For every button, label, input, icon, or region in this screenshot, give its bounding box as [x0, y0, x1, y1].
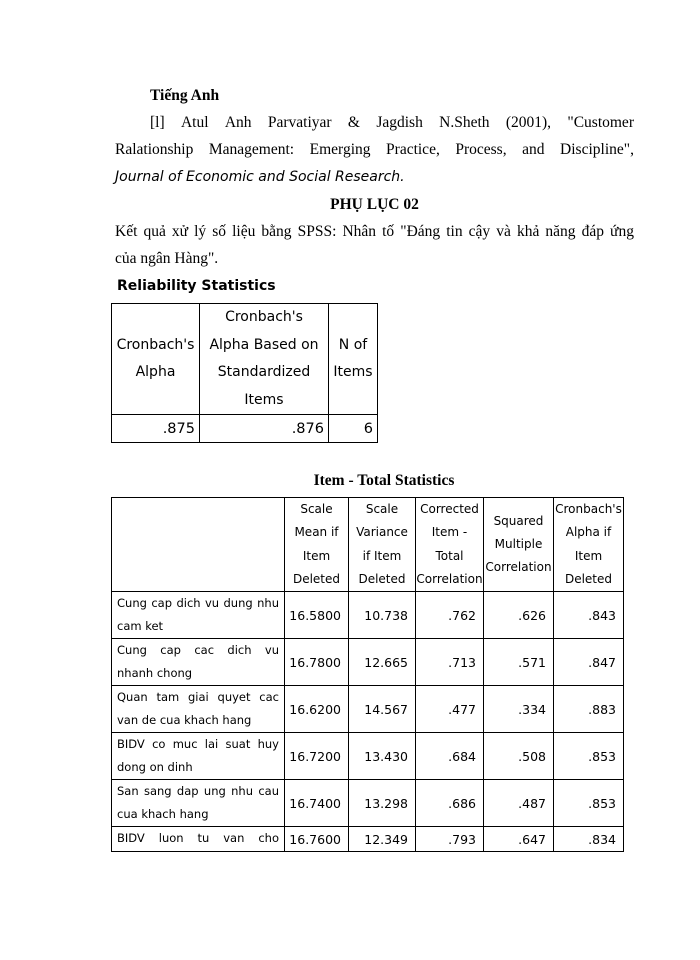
- reference-journal: Journal of Economic and Social Research.: [115, 169, 405, 185]
- word: Ralationship: [115, 141, 194, 158]
- word: Nhân: [342, 223, 377, 240]
- header-line: Squared: [493, 513, 544, 528]
- row-value: 10.738: [349, 592, 416, 639]
- appendix-title: PHỤ LỤC 02: [330, 196, 419, 213]
- reliability-header-std-alpha: [200, 304, 329, 415]
- row-value: .843: [554, 592, 624, 639]
- item-total-table: [111, 497, 624, 852]
- row-value: .626: [484, 592, 554, 639]
- header-line: Alpha: [135, 364, 176, 380]
- word: Anh: [224, 114, 252, 131]
- word: [l]: [150, 114, 165, 131]
- row-label: Cung cap cac dich vu nhanh chong: [112, 639, 285, 686]
- word: và: [496, 223, 511, 240]
- header-line: Correlation: [416, 571, 483, 586]
- header-line: Items: [333, 364, 373, 380]
- item-total-header-row: [112, 498, 624, 592]
- row-value: 13.298: [349, 780, 416, 827]
- word: tố: [382, 223, 395, 240]
- row-value: .477: [416, 686, 484, 733]
- header-line: if Item: [362, 548, 402, 563]
- item-total-header-blank: [112, 498, 285, 592]
- header-line: Deleted: [564, 571, 613, 586]
- header-line: Cronbach's: [116, 336, 195, 353]
- row-value: 16.7600: [285, 827, 349, 852]
- reliability-value-row: [112, 415, 378, 443]
- word: Kết: [115, 223, 138, 240]
- item-total-header-alpha-deleted: [554, 498, 624, 592]
- row-value: .793: [416, 827, 484, 852]
- word: tin: [446, 223, 463, 240]
- header-line: Item: [574, 548, 603, 563]
- row-label: San sang dap ung nhu cau cua khach hang: [112, 780, 285, 827]
- word: Emerging: [309, 141, 371, 158]
- row-value: 16.7200: [285, 733, 349, 780]
- header-line: Standardized: [217, 364, 311, 380]
- word: Practice,: [386, 141, 440, 158]
- reliability-title: Reliability Statistics: [117, 278, 276, 294]
- row-value: 16.6200: [285, 686, 349, 733]
- header-line: Correlation: [485, 560, 552, 575]
- item-total-rows: [112, 592, 624, 852]
- row-label: Quan tam giai quyet cac van de cua khach hang: [112, 686, 285, 733]
- word: đáp: [581, 223, 604, 240]
- word: quả: [143, 223, 166, 240]
- row-value: 13.430: [349, 733, 416, 780]
- word: &: [347, 114, 360, 131]
- reliability-header-alpha: [112, 304, 200, 415]
- word: SPSS:: [297, 223, 337, 240]
- row-value: .508: [484, 733, 554, 780]
- item-total-header-mean: [285, 498, 349, 592]
- reliability-alpha-value: .875: [112, 415, 200, 443]
- row-value: .334: [484, 686, 554, 733]
- reliability-n-items-value: 6: [329, 415, 378, 443]
- header-line: Alpha if: [565, 525, 612, 540]
- header-line: Deleted: [358, 571, 406, 586]
- header-line: Variance: [356, 525, 408, 540]
- word: liệu: [232, 223, 256, 240]
- word: "Đáng: [400, 223, 441, 240]
- row-label: BIDV luon tu van cho: [112, 827, 285, 852]
- word: ứng: [610, 223, 634, 240]
- reliability-table: [111, 303, 378, 443]
- reliability-header-row: [112, 304, 378, 415]
- references-heading: Tiếng Anh: [150, 87, 220, 104]
- row-value: 12.349: [349, 827, 416, 852]
- row-value: 14.567: [349, 686, 416, 733]
- table-row: [112, 827, 624, 852]
- item-total-header-corrected: [416, 498, 484, 592]
- word: khả: [516, 223, 540, 240]
- reliability-std-alpha-value: .876: [200, 415, 329, 443]
- header-line: Multiple: [494, 536, 543, 551]
- word: Jagdish: [376, 114, 423, 131]
- row-value: .647: [484, 827, 554, 852]
- word: (2001),: [505, 114, 552, 131]
- header-line: Scale: [300, 502, 333, 516]
- table-row: [112, 639, 624, 686]
- word: Atul: [180, 114, 209, 131]
- word: N.Sheth: [439, 114, 490, 131]
- row-value: .883: [554, 686, 624, 733]
- word: cậy: [468, 223, 491, 240]
- row-value: 16.5800: [285, 592, 349, 639]
- reference-entry-line-1: [150, 109, 634, 136]
- row-value: .853: [554, 780, 624, 827]
- row-label: Cung cap dich vu dung nhu cam ket: [112, 592, 285, 639]
- word: xử: [171, 223, 189, 240]
- header-line: Total: [435, 548, 464, 563]
- row-value: .834: [554, 827, 624, 852]
- item-total-header-variance: [349, 498, 416, 592]
- header-line: Corrected: [420, 502, 479, 516]
- item-total-header-squared: [484, 498, 554, 592]
- row-value: .853: [554, 733, 624, 780]
- header-line: Items: [244, 391, 284, 408]
- table-row: [112, 780, 624, 827]
- row-value: .762: [416, 592, 484, 639]
- row-value: .847: [554, 639, 624, 686]
- row-value: 12.665: [349, 639, 416, 686]
- row-value: .686: [416, 780, 484, 827]
- word: and: [522, 141, 545, 158]
- header-line: Alpha Based on: [209, 336, 319, 353]
- word: số: [212, 223, 227, 240]
- word: Parvatiyar: [267, 114, 332, 131]
- row-value: 16.7400: [285, 780, 349, 827]
- header-line: Scale: [365, 502, 399, 516]
- table-row: [112, 592, 624, 639]
- item-total-title: Item - Total Statistics: [313, 472, 455, 489]
- word: lý: [194, 223, 207, 240]
- header-line: N of: [338, 336, 368, 353]
- table-row: [112, 686, 624, 733]
- header-line: Deleted: [292, 571, 341, 586]
- row-value: .713: [416, 639, 484, 686]
- word: "Customer: [567, 114, 634, 131]
- header-line: Item: [302, 548, 331, 563]
- appendix-description-line-1: [115, 218, 634, 245]
- row-value: .571: [484, 639, 554, 686]
- reliability-header-n-items: [329, 304, 378, 415]
- row-value: .487: [484, 780, 554, 827]
- row-value: 16.7800: [285, 639, 349, 686]
- reference-entry-line-2: [115, 136, 634, 163]
- word: Process,: [455, 141, 507, 158]
- table-row: [112, 733, 624, 780]
- row-value: .684: [416, 733, 484, 780]
- row-label: BIDV co muc lai suat huy dong on dinh: [112, 733, 285, 780]
- word: Discipline",: [560, 141, 634, 158]
- appendix-description-line-2: của ngân Hàng".: [115, 250, 219, 267]
- word: Management:: [208, 141, 295, 158]
- header-line: Item -: [431, 525, 468, 540]
- header-line: Mean if: [294, 525, 339, 540]
- header-line: Cronbach's: [225, 309, 303, 325]
- word: bằng: [261, 223, 292, 240]
- word: năng: [545, 223, 576, 240]
- header-line: Cronbach's: [555, 502, 622, 516]
